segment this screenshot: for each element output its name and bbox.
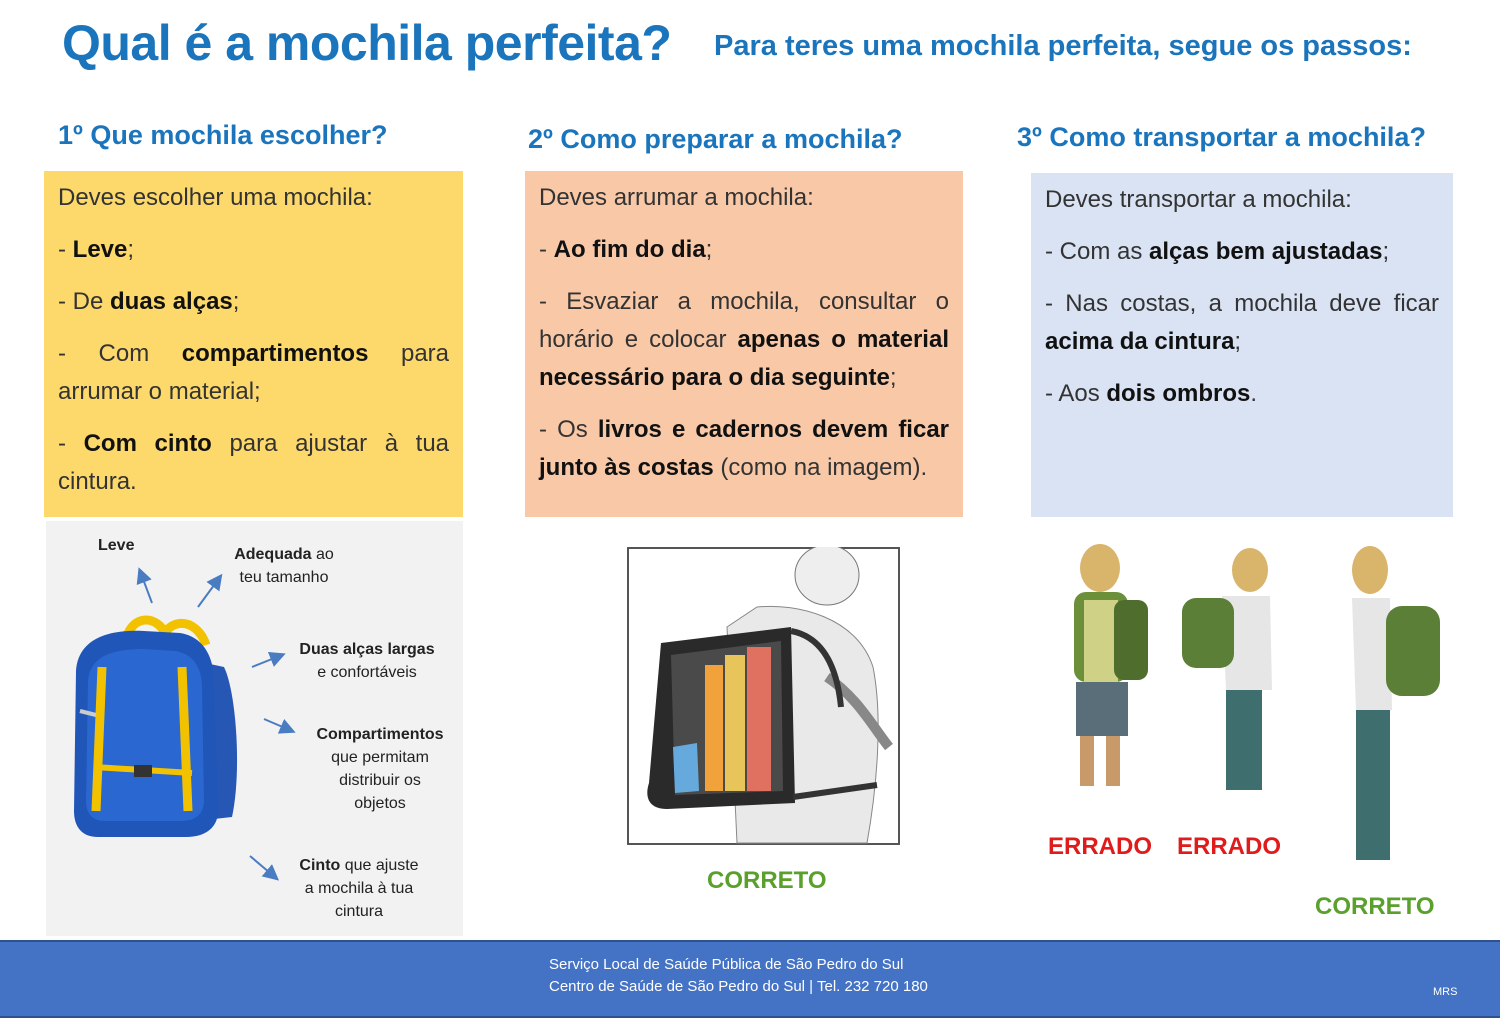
step3-item-3: - Aos dois ombros. (1045, 380, 1258, 407)
feature-leve: Leve (98, 537, 135, 554)
footer-line-2: Centro de Saúde de São Pedro do Sul | Tel. 232 720 180 (549, 978, 928, 995)
carrying-figures-illustration (1040, 540, 1450, 870)
footer-signature: MRS (1433, 986, 1458, 998)
step3-intro: Deves transportar a mochila: (1045, 186, 1352, 213)
step1-intro: Deves escolher uma mochila: (58, 184, 373, 211)
step2-item-2: - Esvaziar a mochila, consultar o horário e colocar apenas o material necessário para o dia seguinte; (539, 288, 949, 391)
step2-box (525, 171, 963, 517)
step1-box (44, 171, 463, 517)
step3-box (1031, 173, 1453, 517)
feature-cinto: Cinto que ajuste a mochila à tua cintura (299, 857, 419, 920)
step3-status-wrong-1: ERRADO (1048, 833, 1153, 860)
step2-intro: Deves arrumar a mochila: (539, 184, 814, 211)
step3-status-correct: CORRETO (1315, 893, 1435, 920)
step1-item-4: - Com cinto para ajustar à tua cintura. (58, 430, 450, 495)
step3-status-wrong-2: ERRADO (1177, 833, 1282, 860)
step2-item-3: - Os livros e cadernos devem ficar junto às costas (como na imagem). (539, 416, 950, 481)
step1-title: 1º Que mochila escolher? (58, 120, 388, 150)
step3-item-1: - Com as alças bem ajustadas; (1045, 238, 1390, 265)
feature-compartimentos: Compartimentos que permitam distribuir os objetos (316, 726, 444, 812)
footer-line-1: Serviço Local de Saúde Pública de São Pedro do Sul (549, 956, 904, 973)
footer (0, 940, 1500, 1018)
step2-item-1: - Ao fim do dia; (539, 236, 713, 263)
step3-item-2: - Nas costas, a mochila deve ficar acima da cintura; (1045, 290, 1439, 355)
feature-alcas: Duas alças largas e confortáveis (299, 641, 435, 681)
step1-item-3: - Com compartimentos para arrumar o material; (58, 340, 450, 405)
feature-adequada: Adequada ao teu tamanho (234, 546, 334, 586)
page-title: Qual é a mochila perfeita? (62, 15, 672, 71)
step1-item-2: - De duas alças; (58, 288, 240, 315)
step2-title: 2º Como preparar a mochila? (528, 124, 903, 154)
step3-title: 3º Como transportar a mochila? (1017, 122, 1426, 152)
step1-item-1: - Leve; (58, 236, 135, 263)
backpack-features-panel (46, 521, 463, 936)
page-subtitle: Para teres uma mochila perfeita, segue os passos: (714, 30, 1412, 62)
backpack-packing-illustration (627, 547, 902, 847)
step2-status-correct: CORRETO (707, 867, 827, 894)
